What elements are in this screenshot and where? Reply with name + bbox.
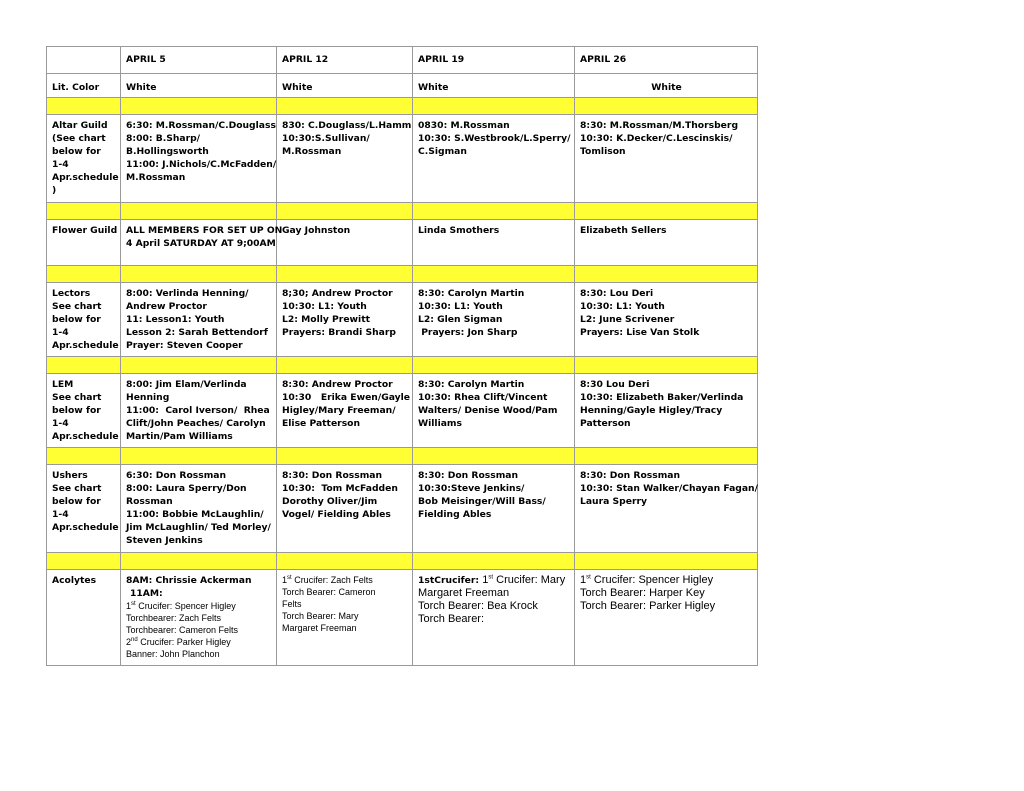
altar-guild-april-12: 830: C.Douglass/L.Hamm 10:30:S.Sullivan/ M.Rossman: [277, 115, 413, 203]
flower-guild-april-19: Linda Smothers: [413, 220, 575, 266]
row-label: Altar Guild (See chart below for 1-4 Apr.schedule ): [47, 115, 121, 203]
acolytes-april-5: 8AM: Chrissie Ackerman 11AM: 1st Crucifer: Spencer Higley Torchbearer: Zach Felts Torchbearer: Cameron Felts 2nd Crucifer: Parker Higley Banner: John Planchon: [121, 570, 277, 666]
flower-guild-april-26: Elizabeth Sellers: [575, 220, 758, 266]
header-april-19: APRIL 19: [413, 47, 575, 74]
acolytes-row: [47, 570, 758, 666]
acolytes-april-26: 1st Crucifer: Spencer Higley Torch Bearer: Harper Key Torch Bearer: Parker Higley: [575, 570, 758, 666]
lem-april-19: 8:30: Carolyn Martin 10:30: Rhea Clift/Vincent Walters/ Denise Wood/Pam Williams: [413, 374, 575, 448]
lit-color-cell: White: [413, 74, 575, 98]
ushers-april-12: 8:30: Don Rossman 10:30: Tom McFadden Dorothy Oliver/Jim Vogel/ Fielding Ables: [277, 465, 413, 553]
flower-guild-april-5: ALL MEMBERS FOR SET UP ON 4 April SATURDAY AT 9;00AM: [121, 220, 277, 266]
altar-guild-april-5: 6:30: M.Rossman/C.Douglass 8:00: B.Sharp/ B.Hollingsworth 11:00: J.Nichols/C.McFadden/ M.Rossman: [121, 115, 277, 203]
lectors-april-5: 8:00: Verlinda Henning/ Andrew Proctor 11: Lesson1: Youth Lesson 2: Sarah Bettendorf Prayer: Steven Cooper: [121, 283, 277, 357]
flower-guild-row: [47, 220, 758, 266]
schedule-table: [46, 46, 758, 666]
lectors-april-26: 8:30: Lou Deri 10:30: L1: Youth L2: June Scrivener Prayers: Lise Van Stolk: [575, 283, 758, 357]
lem-april-26: 8:30 Lou Deri 10:30: Elizabeth Baker/Verlinda Henning/Gayle Higley/Tracy Patterson: [575, 374, 758, 448]
lem-row: [47, 374, 758, 448]
lit-color-cell: White: [121, 74, 277, 98]
ushers-april-5: 6:30: Don Rossman 8:00: Laura Sperry/Don Rossman 11:00: Bobbie McLaughlin/ Jim McLaughlin/ Ted Morley/ Steven Jenkins: [121, 465, 277, 553]
header-april-12: APRIL 12: [277, 47, 413, 74]
yellow-separator-row: [47, 266, 758, 283]
row-label: Lectors See chart below for 1-4 Apr.schedule: [47, 283, 121, 357]
row-label: Flower Guild: [47, 220, 121, 266]
yellow-separator-row: [47, 98, 758, 115]
header-blank-cell: [47, 47, 121, 74]
lem-april-12: 8:30: Andrew Proctor 10:30 Erika Ewen/Gayle Higley/Mary Freeman/ Elise Patterson: [277, 374, 413, 448]
lectors-april-19: 8:30: Carolyn Martin 10:30: L1: Youth L2: Glen Sigman Prayers: Jon Sharp: [413, 283, 575, 357]
altar-guild-april-19: 0830: M.Rossman 10:30: S.Westbrook/L.Sperry/ C.Sigman: [413, 115, 575, 203]
header-april-26: APRIL 26: [575, 47, 758, 74]
lit-color-cell: White: [277, 74, 413, 98]
row-label: LEM See chart below for 1-4 Apr.schedule: [47, 374, 121, 448]
altar-guild-april-26: 8:30: M.Rossman/M.Thorsberg 10:30: K.Decker/C.Lescinskis/ Tomlison: [575, 115, 758, 203]
acolytes-april-12: 1st Crucifer: Zach Felts Torch Bearer: Cameron Felts Torch Bearer: Mary Margaret Freeman: [277, 570, 413, 666]
lem-april-5: 8:00: Jim Elam/Verlinda Henning 11:00: Carol Iverson/ Rhea Clift/John Peaches/ Carolyn Martin/Pam Williams: [121, 374, 277, 448]
altar-guild-row: [47, 115, 758, 203]
lectors-april-12: 8;30; Andrew Proctor 10:30: L1: Youth L2: Molly Prewitt Prayers: Brandi Sharp: [277, 283, 413, 357]
acolytes-april-19: 1stCrucifer: 1st Crucifer: Mary Margaret Freeman Torch Bearer: Bea Krock Torch Bearer:: [413, 570, 575, 666]
lectors-row: [47, 283, 758, 357]
row-label: Lit. Color: [47, 74, 121, 98]
yellow-separator-row: [47, 553, 758, 570]
ushers-april-26: 8:30: Don Rossman 10:30: Stan Walker/Chayan Fagan/ Laura Sperry: [575, 465, 758, 553]
yellow-separator-row: [47, 203, 758, 220]
lit-color-row: [47, 74, 758, 98]
yellow-separator-row: [47, 448, 758, 465]
ushers-april-19: 8:30: Don Rossman 10:30:Steve Jenkins/ Bob Meisinger/Will Bass/ Fielding Ables: [413, 465, 575, 553]
yellow-separator-row: [47, 357, 758, 374]
ushers-row: [47, 465, 758, 553]
row-label: Ushers See chart below for 1-4 Apr.schedule: [47, 465, 121, 553]
lit-color-cell: White: [575, 74, 758, 98]
row-label: Acolytes: [47, 570, 121, 666]
flower-guild-april-12: Gay Johnston: [277, 220, 413, 266]
header-april-5: APRIL 5: [121, 47, 277, 74]
header-row: [47, 47, 758, 74]
